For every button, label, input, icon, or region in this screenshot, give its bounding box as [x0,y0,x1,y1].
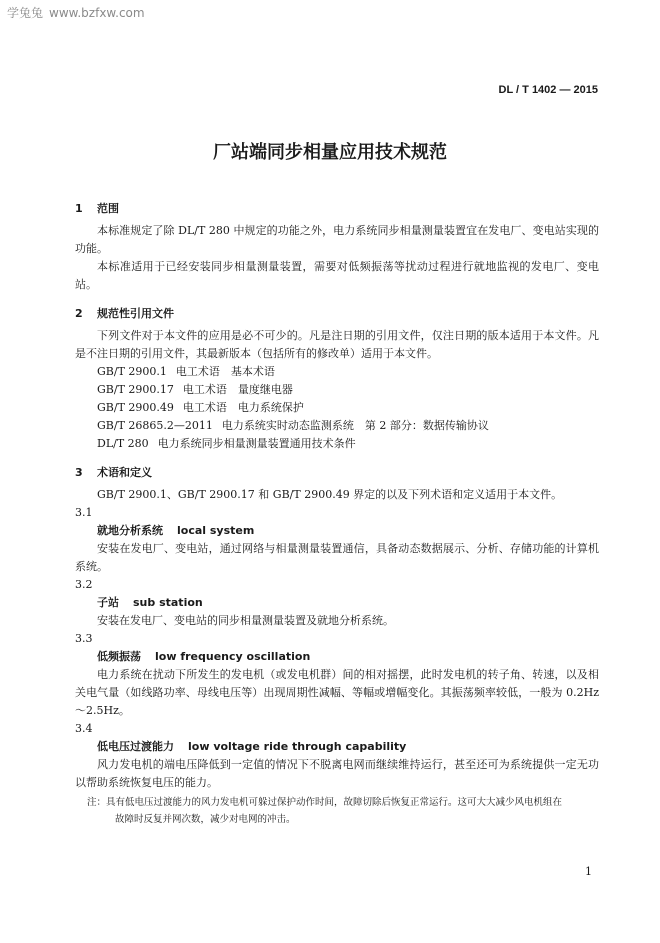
note-line: 故障时反复并网次数，减少对电网的冲击。 [115,814,296,825]
term-en: low frequency oscillation [155,650,311,663]
term-heading [75,738,599,756]
reference-code: GB/T 2900.1 [97,365,167,378]
reference-code: GB/T 2900.17 [97,383,174,396]
section-number: 1 [75,202,83,215]
section-terms-and-definitions [75,464,599,828]
paragraph: 下列文件对于本文件的应用是必不可少的。凡是注日期的引用文件，仅注日期的版本适用于本文件。凡是不注日期的引用文件，其最新版本（包括所有的修改单）适用于本文件。 [75,329,599,360]
section-heading [75,464,599,482]
term-heading [75,594,599,612]
term-number: 3.4 [75,722,93,735]
term-heading [75,522,599,540]
reference-title: 电工术语 量度继电器 [182,383,293,396]
term-en: low voltage ride through capability [188,740,407,753]
reference-title: 电工术语 电力系统保护 [182,401,304,414]
section-heading [75,200,599,218]
document-title: 厂站端同步相量应用技术规范 [213,142,447,163]
reference-code: DL/T 280 [97,437,149,450]
note [87,794,599,828]
reference-item [75,435,599,453]
term-definition: 安装在发电厂、变电站的同步相量测量装置及就地分析系统。 [97,614,394,627]
term-en: local system [177,524,255,537]
term-zh: 低频振荡 [97,650,141,663]
term-definition: 电力系统在扰动下所发生的发电机（或发电机群）间的相对摇摆，此时发电机的转子角、转速，以及相关电气量（如线路功率、母线电压等）出现周期性减幅、等幅或增幅变化。其振荡频率较低，一般为 0.2Hz～2.5Hz。 [75,668,599,717]
watermark [7,4,145,21]
paragraph: GB/T 2900.1、GB/T 2900.17 和 GB/T 2900.49 界定的以及下列术语和定义适用于本文件。 [97,488,563,501]
term-number: 3.3 [75,632,93,645]
term-number: 3.2 [75,578,93,591]
term-number: 3.1 [75,506,93,519]
standard-number: DL / T 1402 — 2015 [498,84,598,96]
reference-code: GB/T 26865.2—2011 [97,419,213,432]
section-number: 3 [75,466,83,479]
section-title: 范围 [97,202,119,215]
term-en: sub station [133,596,203,609]
reference-item [75,399,599,417]
section-heading [75,305,599,323]
page-number: 1 [585,865,592,878]
reference-item [75,381,599,399]
watermark-site: www.bzfxw.com [49,6,145,20]
term-zh: 低电压过渡能力 [97,740,174,753]
reference-title: 电力系统同步相量测量装置通用技术条件 [157,437,356,450]
reference-item [75,363,599,381]
term-zh: 子站 [97,596,119,609]
section-title: 术语和定义 [97,466,152,479]
watermark-brand: 学兔兔 [7,6,44,20]
section-number: 2 [75,307,83,320]
term-definition: 风力发电机的端电压降低到一定值的情况下不脱离电网而继续维持运行，甚至还可为系统提供一定无功以帮助系统恢复电压的能力。 [75,758,599,789]
section-title: 规范性引用文件 [97,307,174,320]
note-line: 注：具有低电压过渡能力的风力发电机可躲过保护动作时间，故障切除后恢复正常运行。这可大大减少风电机组在 [87,797,563,808]
reference-item [75,417,599,435]
section-scope [75,200,599,294]
term-zh: 就地分析系统 [97,524,163,537]
reference-title: 电力系统实时动态监测系统 第 2 部分：数据传输协议 [221,419,489,432]
term-heading [75,648,599,666]
paragraph: 本标准适用于已经安装同步相量测量装置，需要对低频振荡等扰动过程进行就地监视的发电厂、变电站。 [75,260,599,291]
reference-title: 电工术语 基本术语 [175,365,275,378]
reference-code: GB/T 2900.49 [97,401,174,414]
section-normative-references [75,305,599,453]
term-definition: 安装在发电厂、变电站，通过网络与相量测量装置通信，具备动态数据展示、分析、存储功能的计算机系统。 [75,542,599,573]
paragraph: 本标准规定了除 DL/T 280 中规定的功能之外，电力系统同步相量测量装置宜在发电厂、变电站实现的功能。 [75,224,599,255]
document-body [75,200,599,828]
